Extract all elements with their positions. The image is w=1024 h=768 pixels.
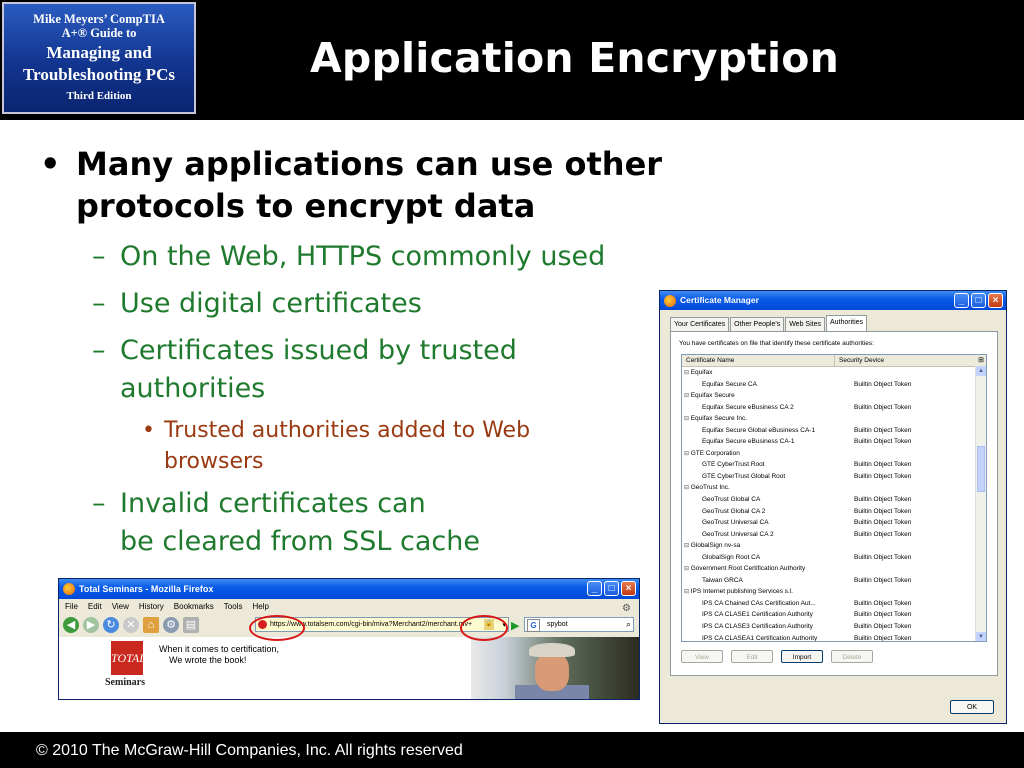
search-icon[interactable]: ⌕ [625,619,631,629]
dash: – [92,488,106,519]
tree-group-row[interactable] [682,482,986,494]
certificate-manager-window [659,290,1007,724]
security-device [832,586,836,598]
forward-icon[interactable]: ▶ [83,617,99,633]
action-buttons [681,650,873,663]
sub-bullet-ssl-cache [92,485,480,561]
copyright-text: © 2010 The McGraw-Hill Companies, Inc. All rights reserved [36,742,463,759]
firefox-window [58,578,640,700]
scroll-down-icon[interactable]: ▼ [976,632,986,642]
security-device: Builtin Object Token [854,426,912,434]
window-title: Certificate Manager [680,295,759,305]
back-icon[interactable]: ◀ [63,617,79,633]
certificate-name: GeoTrust Global CA 2 [702,507,766,515]
column-picker-icon[interactable]: ⊞ [978,357,984,364]
subsub-bullet-browsers [142,415,612,477]
tree-cert-row[interactable] [682,494,986,506]
panel-intro-text: You have certificates on file that identify these certificate authorities: [679,340,874,347]
tree-cert-row[interactable] [682,425,986,437]
padlock-highlight-circle [460,615,508,641]
url-text: https://www.totalsem.com/cgi-bin/miva?Merchant2/merchant.mv+ [270,621,473,628]
certificate-name: GlobalSign Root CA [702,553,761,561]
security-device: Builtin Object Token [854,438,912,446]
search-input[interactable] [524,617,634,632]
certificate-name: IPS CA Chained CAs Certification Aut... [702,599,816,607]
authorities-panel [670,331,998,676]
security-device: Builtin Object Token [854,634,912,642]
close-button[interactable]: × [621,581,636,596]
security-device: Builtin Object Token [854,380,912,388]
sub-bullet-authorities [92,332,592,408]
tree-cert-row[interactable] [682,506,986,518]
tree-group-row[interactable] [682,390,986,402]
certificate-tree[interactable] [681,354,987,642]
author-photo [471,637,640,700]
subsub-bullet-text: Trusted authorities added to Web browsers [164,418,531,474]
tree-group-row[interactable] [682,448,986,460]
security-device: Builtin Object Token [854,553,912,561]
sub-bullet-text: Certificates issued by trusted authorities [120,335,517,404]
delete-button[interactable]: Delete [831,650,873,663]
firefox-icon [664,295,676,307]
dash: – [92,288,106,319]
tree-header [682,355,986,367]
sub-bullet-text-line2: be cleared from SSL cache [120,526,480,557]
tab-other-peoples[interactable]: Other People's [730,317,784,331]
search-value: spybot [547,621,568,628]
vertical-scrollbar[interactable] [975,366,986,642]
page-icon[interactable]: ▤ [183,617,199,633]
tree-cert-row[interactable] [682,633,986,642]
certificate-name: ⊟ Equifax [682,367,832,379]
security-device [832,482,836,494]
navigation-toolbar [59,614,639,636]
dash: – [92,241,106,272]
tree-cert-row[interactable] [682,552,986,564]
sub-bullet-text: On the Web, HTTPS commonly used [120,241,606,272]
book-line-4: Troubleshooting PCs [23,65,175,84]
sub-bullet-certificates [92,285,422,323]
certificate-name: ⊟ Government Root Certification Authority [682,563,832,575]
certificate-name: Equifax Secure Global eBusiness CA-1 [702,426,816,434]
tree-group-row[interactable] [682,413,986,425]
home-icon[interactable]: ⌂ [143,617,159,633]
tree-group-row[interactable] [682,563,986,575]
scroll-up-icon[interactable]: ▲ [976,366,986,376]
tree-cert-row[interactable] [682,436,986,448]
book-line-1: Mike Meyers’ CompTIA [33,12,165,26]
certificate-name: Taiwan GRCA [702,576,743,584]
certificate-name: IPS CA CLASE3 Certification Authority [702,623,813,631]
window-titlebar[interactable] [660,291,1006,310]
security-device [832,540,836,552]
chevron-down-icon[interactable]: ▾ [502,622,506,629]
certificate-name: GTE CyberTrust Global Root [702,472,786,480]
security-device: Builtin Object Token [854,461,912,469]
security-device [832,413,836,425]
security-device: Builtin Object Token [854,519,912,527]
minimize-button[interactable]: _ [587,581,602,596]
maximize-button[interactable]: □ [971,293,986,308]
minimize-button[interactable]: _ [954,293,969,308]
certificate-name: Equifax Secure CA [702,380,757,388]
stop-icon[interactable]: ✕ [123,617,139,633]
security-device: Builtin Object Token [854,576,912,584]
book-line-2: A+® Guide to [61,26,137,40]
certificate-name: ⊟ IPS Internet publishing Services s.l. [682,586,832,598]
certificate-name: GeoTrust Global CA [702,496,761,504]
tree-cert-row[interactable] [682,517,986,529]
security-device [832,367,836,379]
sub-bullet-text: Use digital certificates [120,288,422,319]
tab-authorities[interactable]: Authorities [826,315,867,331]
bullet-dot: • [142,418,155,443]
tagline-line-2: We wrote the book! [169,655,247,665]
site-tagline [159,644,279,666]
menu-view[interactable]: View [111,602,129,611]
column-security-device[interactable]: Security Device [839,357,885,364]
certificate-name: ⊟ Equifax Secure Inc. [682,413,832,425]
tree-cert-row[interactable] [682,598,986,610]
menu-bookmarks[interactable]: Bookmarks [173,602,214,611]
security-device: Builtin Object Token [854,623,912,631]
main-bullet-text: Many applications can use other protocols to encrypt data [76,145,663,225]
tree-cert-row[interactable] [682,459,986,471]
certificate-name: IPS CA CLASE1 Certification Authority [702,611,813,619]
security-device: Builtin Object Token [854,611,912,619]
ok-button[interactable]: OK [950,700,994,714]
security-device [832,390,836,402]
security-device [832,563,836,575]
security-device: Builtin Object Token [854,472,912,480]
menu-bar [59,599,639,614]
tree-cert-row[interactable] [682,402,986,414]
certificate-name: Equifax Secure eBusiness CA 2 [702,403,794,411]
logo-word: Seminars [105,677,145,688]
scroll-thumb[interactable] [977,446,985,492]
firefox-icon [63,583,75,595]
total-seminars-logo[interactable] [105,641,149,697]
book-edition: Third Edition [66,90,132,102]
dash: – [92,335,106,366]
padlock-icon[interactable]: 🔒 [484,619,494,630]
security-device: Builtin Object Token [854,496,912,504]
gear-icon[interactable]: ⚙ [622,603,631,614]
book-cover-logo [2,2,196,114]
bullet-dot: • [40,145,61,183]
column-certificate-name[interactable]: Certificate Name [682,355,835,366]
certificate-name: GTE CyberTrust Root [702,461,765,469]
tab-web-sites[interactable]: Web Sites [785,317,825,331]
tree-cert-row[interactable] [682,609,986,621]
tree-group-row[interactable] [682,367,986,379]
maximize-button[interactable]: □ [604,581,619,596]
certificate-name: IPS CA CLASEA1 Certification Authority [702,634,818,642]
menu-edit[interactable]: Edit [87,602,102,611]
book-line-3: Managing and [46,43,152,62]
tab-your-certificates[interactable]: Your Certificates [670,317,729,331]
slide-header [0,0,1024,120]
main-bullet [40,143,760,227]
go-arrow-icon[interactable]: ▶ [511,620,520,632]
window-titlebar[interactable] [59,579,639,599]
tree-cert-row[interactable] [682,471,986,483]
security-device [832,448,836,460]
menu-help[interactable]: Help [252,602,269,611]
tree-cert-row[interactable] [682,575,986,587]
view-button[interactable]: View [681,650,723,663]
slide-footer [0,732,1024,768]
certificate-name: GeoTrust Universal CA [702,519,769,527]
close-button[interactable]: × [988,293,1003,308]
reload-icon[interactable]: ↻ [103,617,119,633]
logo-mark: TOTAL [111,641,143,675]
tree-cert-row[interactable] [682,379,986,391]
import-button[interactable]: Import [781,650,823,663]
security-device: Builtin Object Token [854,530,912,538]
sub-bullet-text-line1: Invalid certificates can [120,488,426,519]
tree-group-row[interactable] [682,586,986,598]
settings-gear-icon[interactable]: ⚙ [163,617,179,633]
tagline-line-1: When it comes to certification, [159,644,280,654]
certificate-name: Equifax Secure eBusiness CA-1 [702,438,795,446]
tree-rows [682,367,986,642]
security-device: Builtin Object Token [854,507,912,515]
slide-title: Application Encryption [310,34,839,82]
certificate-name: ⊟ Equifax Secure [682,390,832,402]
tab-strip [670,317,868,331]
google-icon[interactable]: G [527,619,540,632]
menu-tools[interactable]: Tools [223,602,243,611]
certificate-name: GeoTrust Universal CA 2 [702,530,774,538]
https-highlight-circle [249,615,305,641]
edit-button[interactable]: Edit [731,650,773,663]
window-title: Total Seminars - Mozilla Firefox [79,584,214,594]
sub-bullet-https [92,238,605,276]
menu-history[interactable]: History [138,602,164,611]
certificate-name: ⊟ GeoTrust Inc. [682,482,832,494]
tree-cert-row[interactable] [682,529,986,541]
tree-cert-row[interactable] [682,621,986,633]
tree-group-row[interactable] [682,540,986,552]
page-content [59,637,639,700]
security-device: Builtin Object Token [854,599,912,607]
certificate-name: ⊟ GlobalSign nv-sa [682,540,832,552]
security-device: Builtin Object Token [854,403,912,411]
certificate-name: ⊟ GTE Corporation [682,448,832,460]
menu-file[interactable]: File [65,602,78,611]
